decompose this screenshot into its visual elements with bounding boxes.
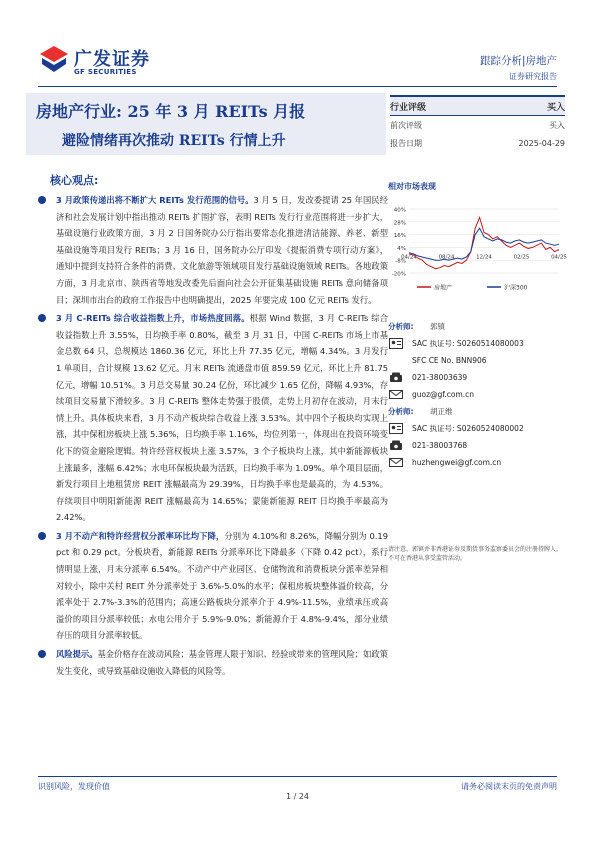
core-views-heading: 核心观点:	[50, 174, 99, 187]
paragraph-text: 基金价格存在波动风险；基金管理人限于知识、经验或带来的管理风险；如政策发生变化，或导致基础设施收入降低的风险等。	[56, 649, 388, 676]
x-tick-label: 02/25	[513, 254, 530, 261]
report-category: 跟踪分析|房地产	[479, 55, 557, 67]
analyst-phone	[388, 437, 566, 454]
bullet-icon	[38, 314, 46, 322]
rating-table	[390, 95, 565, 152]
rating-value: 买入	[549, 120, 565, 130]
paragraph	[38, 646, 388, 679]
rating-value: 2025-04-29	[518, 138, 565, 148]
relative-performance-chart	[387, 203, 565, 295]
phone-icon	[388, 440, 404, 452]
analyst-name: 胡正维	[430, 407, 453, 416]
id-card-icon	[388, 338, 404, 350]
rating-row	[390, 134, 565, 152]
analyst-sac	[388, 335, 566, 352]
logo-cn-text: 广发证券	[74, 49, 150, 70]
logo-en-text: GF SECURITIES	[74, 68, 137, 76]
analyst-header	[388, 318, 566, 335]
core-views-body	[38, 192, 388, 681]
analyst-name: 郭镇	[430, 322, 445, 331]
paragraph-text: 3 月 5 日，发改委提请 25 年国民经济和社会发展计划中指出推动 REITs 扩围扩容，表明 REITs 发行行业范围将进一步扩大，基础设施行业政策方面，3 月 2 日国务院办公厅指出要常态化推进清洁能源、养老、新型基础设施等项目发行 REITs；3 月 16 日，国务院办公厅印发《提振消费专项行动方案》，通知中提到支持符合条件的消费、文化旅游等领域项目发行基础设施领域 REITs。各地政策方面，3 月北京市、陕西省等地发改委先后面向社会公开征集基础设施 REITs 意向储备项目；深圳市出台的政府工作报告中也明确提出，2025 年要完成 100 亿元 REITs 发行。	[56, 195, 388, 305]
analyst-email[interactable]	[388, 454, 566, 471]
paragraph	[38, 310, 388, 526]
y-tick-label: 40%	[393, 207, 406, 214]
report-type: 证券研究报告	[509, 72, 557, 81]
rating-label: 行业评级	[390, 102, 427, 113]
paragraph-text: 分别为 4.10%和 8.26%，降幅分别为 0.19 pct 和 0.29 pct。分板块看，新能源 REITs 分派率环比下降最多（下降 0.42 pct），系行情明显上涨，月末分派率 6.54%。不动产中产业园区、仓储物流和消费板块分派率差异相对较小，除中关村 REIT 外分派率处于 3.6%-5.0%的水平；保租房板块整体溢价较高，分派率处于 2.7%-3.3%的范围内；高速公路板块分派率介于 4.9%-11.5%，业绩承压或高溢价的项目分派率较低；水电公用介于 5.9%-9.0%；新能源介于 4.8%-9.4%，部分业绩存压的项目分派率较低。	[56, 530, 388, 641]
legend-label: 沪深300	[504, 284, 528, 292]
y-tick-label: 4%	[397, 245, 406, 252]
series-line-real-estate	[409, 218, 559, 269]
header-divider	[38, 86, 557, 87]
paragraph-text: 根据 Wind 数据，3 月 C-REITs 综合收益指数上升 3.55%，日均换手率 0.80%，截至 3 月 31 日，中国 C-REITs 市场上市基金总数 64 只，总规模达 1860.36 亿元，环比上升 77.35 亿元，增幅 4.34%。3 月发行 1 单项目，合计规模 13.62 亿元。月末 REITs 流通盘市值 859.59 亿元，环比上升 81.75 亿元，增幅 10.51%。3 月总交易量 30.24 亿份，环比减少 1.65 亿份，降幅 4.93%，存续项目交易量下滑较多。3 月 C-REITs 整体走势强于股债，走势上月初存在波动，月末行情上升。具体板块来看，3 月不动产板块综合收益上涨 3.53%。其中四个子板块均实现上涨，其中保租房板块上涨 5.36%，日均换手率 1.16%，均位列第一，体现出在投资环境变化下的资金避险逻辑。特许经营权板块上涨 3.57%，3 个子板块均上涨，其中新能源板块上涨最多，涨幅 6.42%；水电环保板块最为活跃，日均换手率为 1.09%。单个项目层面，新发行项目上地租赁房 REIT 涨幅最高为 29.39%，日均换手率也是最高的，为 4.53%。存续项目中明阳新能源 REIT 涨幅最高为 14.65%；蒙能新能源 REIT 日均换手率最高为 2.42%。	[56, 313, 388, 523]
paragraph	[38, 192, 388, 308]
analyst-header	[388, 403, 566, 420]
email-address[interactable]: guoz@gf.com.cn	[412, 390, 475, 399]
footer-divider	[38, 776, 557, 777]
rating-label: 前次评级	[390, 120, 422, 130]
y-tick-label: -8%	[395, 258, 406, 265]
analyst-email[interactable]	[388, 386, 566, 403]
paragraph-lead: 3 月 C-REITs 综合收益指数上升，市场热度回落。	[56, 313, 250, 324]
analyst-phone	[388, 369, 566, 386]
email-address[interactable]: huzhengwei@gf.com.cn	[412, 458, 502, 467]
analyst-sfc	[388, 352, 566, 369]
analyst-block	[388, 318, 566, 471]
legend-label: 房地产	[434, 284, 453, 292]
rating-label: 报告日期	[390, 138, 422, 148]
analyst-disclaimer: 请注意，郭镇并非香港证券及期货事务监察委员会的注册持牌人，不可在香港从事受监管活动。	[388, 546, 563, 562]
sac-number: SAC 执证号: S0260524080002	[412, 424, 524, 433]
paragraph-lead: 风险提示。	[56, 649, 98, 660]
gf-logo-icon	[38, 44, 70, 74]
y-tick-label: 28%	[393, 220, 406, 227]
phone-icon	[388, 372, 404, 384]
paragraph	[38, 528, 388, 644]
rating-row	[390, 95, 565, 116]
paragraph-lead: 3 月政策传递出将不断扩大 REITs 发行范围的信号。	[56, 195, 254, 205]
x-tick-label: 08/24	[438, 254, 455, 261]
blank-icon-slot	[388, 355, 404, 367]
email-icon	[388, 457, 404, 469]
chart-title: 相对市场表现	[388, 182, 436, 191]
x-tick-label: 04/24	[401, 254, 417, 261]
x-tick-label: 12/24	[476, 254, 492, 261]
email-icon	[388, 389, 404, 401]
bullet-icon	[38, 532, 46, 540]
analyst-label: 分析师:	[388, 322, 414, 331]
y-tick-label: 16%	[393, 233, 406, 240]
footer-disclaimer-note: 请务必阅读末页的免责声明	[461, 782, 557, 791]
analyst-label: 分析师:	[388, 407, 414, 416]
x-tick-label: 04/25	[551, 254, 567, 261]
bullet-icon	[38, 650, 46, 658]
report-title: 房地产行业: 25 年 3 月 REITs 月报	[36, 102, 306, 121]
analyst-sac	[388, 420, 566, 437]
rating-value: 买入	[546, 102, 565, 113]
y-tick-label: -20%	[391, 271, 406, 278]
sfc-number: SFC CE No. BNN906	[412, 356, 487, 365]
bullet-icon	[38, 196, 46, 204]
page-number: 1 / 24	[285, 792, 310, 801]
phone-number: 021-38003639	[412, 373, 468, 382]
rating-row	[390, 116, 565, 134]
footer-slogan: 识别风险，发现价值	[38, 782, 110, 791]
report-subtitle: 避险情绪再次推动 REITs 行情上升	[62, 133, 286, 149]
sac-number: SAC 执证号: S0260514080003	[412, 339, 524, 348]
phone-number: 021-38003768	[412, 441, 468, 450]
id-card-icon	[388, 423, 404, 435]
paragraph-lead: 3 月不动产和特许经营权分派率环比均下降，	[56, 530, 225, 541]
